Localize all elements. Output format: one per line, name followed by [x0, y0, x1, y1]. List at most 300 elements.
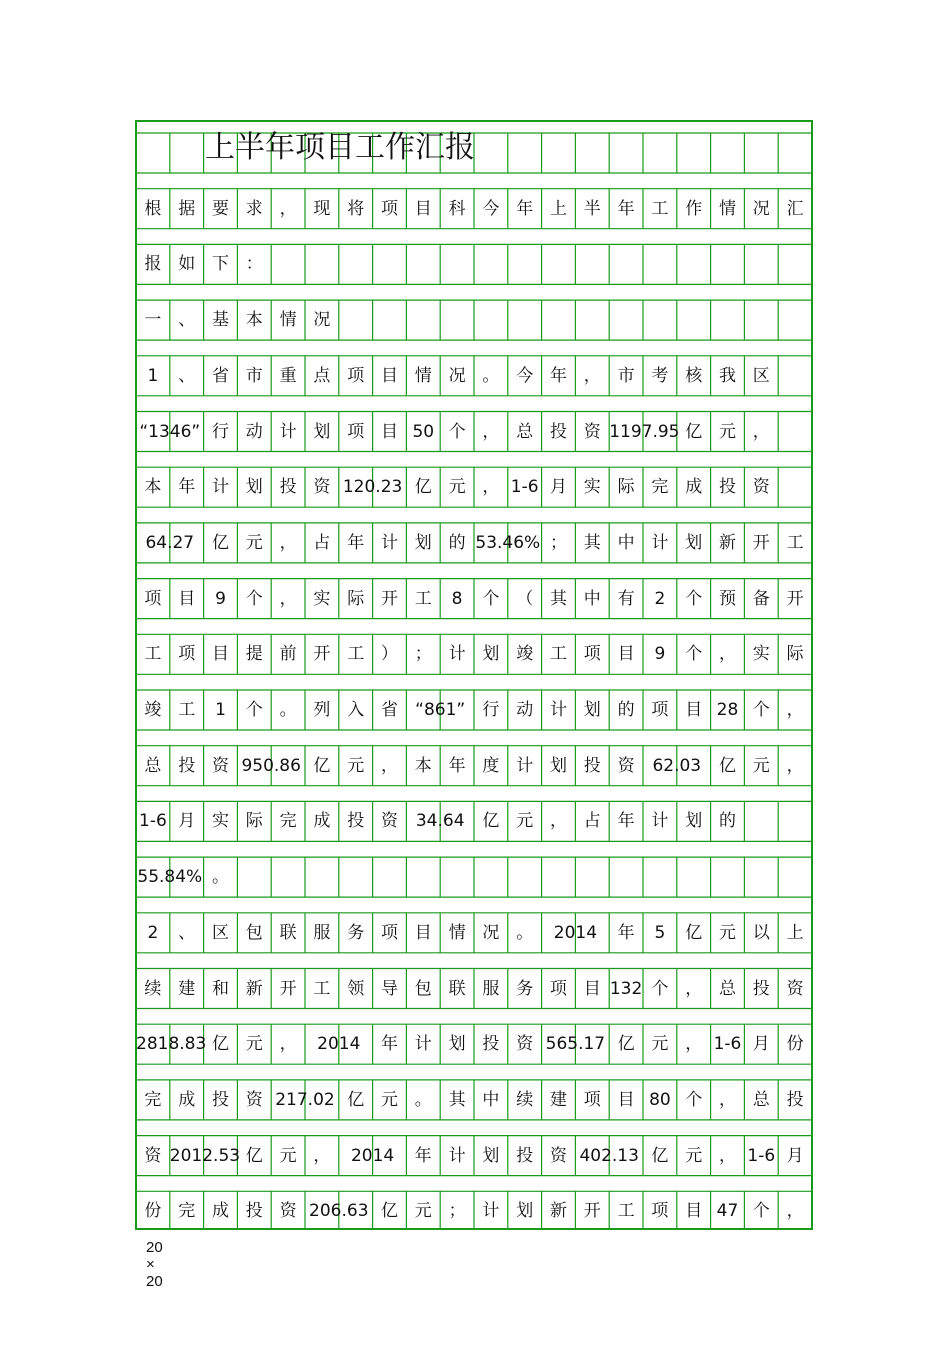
grid-character: ， [482, 477, 500, 498]
grid-character: 目 [414, 198, 432, 219]
grid-character: ） [380, 644, 398, 665]
page-title: 上半年项目工作汇报 [205, 130, 475, 165]
grid-character: ， [279, 588, 297, 609]
grid-character: 目 [211, 644, 229, 665]
grid-character: 工 [786, 532, 804, 553]
grid-character: ， [482, 421, 500, 442]
numeric-run: 1-6 [713, 1034, 742, 1055]
grid-character: 动 [245, 421, 263, 442]
grid-character: 元 [718, 922, 736, 943]
grid-character: 月 [549, 477, 567, 498]
grid-character: 服 [482, 978, 500, 999]
grid-character: 际 [347, 588, 365, 609]
grid-character: 个 [482, 588, 500, 609]
grid-character: 元 [279, 1145, 297, 1166]
grid-character: 计 [279, 421, 297, 442]
grid-character: 区 [211, 922, 229, 943]
numeric-run: 34.64 [415, 811, 465, 832]
grid-character: 其 [549, 588, 567, 609]
grid-character: 8 [451, 588, 463, 609]
grid-character: 目 [380, 365, 398, 386]
grid-character: 份 [786, 1034, 804, 1055]
grid-character: 年 [617, 922, 635, 943]
grid-character: 实 [211, 811, 229, 832]
numeric-run: 1-6 [139, 811, 167, 832]
grid-character: 开 [380, 588, 398, 609]
grid-character: 完 [144, 1089, 162, 1110]
grid-character: 成 [685, 477, 703, 498]
grid-character: 投 [482, 1034, 500, 1055]
grid-character: 导 [380, 978, 398, 999]
numeric-run: “1346” [139, 421, 201, 442]
numeric-run: 55.84% [137, 867, 203, 888]
grid-character: 实 [313, 588, 331, 609]
grid-character: 计 [448, 644, 466, 665]
grid-character: 开 [752, 532, 770, 553]
grid-character: 成 [178, 1089, 196, 1110]
grid-character: 考 [651, 365, 669, 386]
grid-character: 上 [549, 198, 567, 219]
grid-character: 新 [718, 532, 736, 553]
grid-character: 实 [752, 644, 770, 665]
grid-character: ； [549, 532, 567, 553]
grid-character: ； [448, 1201, 466, 1222]
grid-character: 新 [549, 1201, 567, 1222]
grid-character: 际 [245, 811, 263, 832]
grid-character: 项 [178, 644, 196, 665]
grid-character: 亿 [651, 1145, 669, 1166]
grid-character: 元 [685, 1145, 703, 1166]
grid-character: 项 [549, 978, 567, 999]
grid-character: 个 [651, 978, 669, 999]
grid-character: 亿 [347, 1089, 365, 1110]
grid-character: 个 [245, 588, 263, 609]
grid-character: 目 [685, 700, 703, 720]
grid-character: 实 [583, 477, 601, 498]
grid-character: 基 [211, 310, 229, 331]
grid-character: 完 [178, 1201, 196, 1222]
grid-character: 工 [651, 198, 669, 219]
grid-character: 将 [347, 198, 365, 219]
grid-character: 开 [786, 588, 804, 609]
grid-character: 成 [211, 1201, 229, 1222]
grid-character: 亿 [482, 811, 500, 832]
grid-character: ， [380, 755, 398, 776]
grid-character: 新 [245, 978, 263, 999]
grid-character: 项 [583, 1089, 601, 1110]
grid-character: 个 [245, 700, 263, 720]
grid-character: 计 [380, 532, 398, 553]
grid-character: 划 [685, 811, 703, 832]
grid-character: 市 [245, 365, 263, 386]
grid-character: 的 [617, 700, 635, 720]
grid-character: ， [313, 1145, 331, 1166]
grid-character: 资 [516, 1034, 534, 1055]
grid-character: 年 [178, 477, 196, 498]
grid-character: 亿 [313, 755, 331, 776]
grid-character: 元 [380, 1089, 398, 1110]
grid-character: 列 [313, 700, 331, 720]
grid-character: 开 [583, 1201, 601, 1222]
grid-character: 亿 [414, 477, 432, 498]
grid-character: 有 [617, 588, 635, 609]
grid-character: 完 [651, 477, 669, 498]
grid-character: 月 [786, 1145, 804, 1166]
grid-character: 如 [178, 254, 196, 275]
grid-character: 务 [516, 978, 534, 999]
grid-character: 上 [786, 922, 804, 943]
grid-character: 联 [448, 978, 466, 999]
grid-character: 投 [786, 1089, 804, 1110]
grid-character: 动 [516, 700, 534, 720]
grid-size-label: 20 × 20 [146, 1239, 163, 1290]
numeric-run: 50 [412, 421, 435, 442]
grid-character: 本 [245, 310, 263, 331]
grid-character: ， [718, 1089, 736, 1110]
grid-character: 资 [617, 755, 635, 776]
grid-character: 划 [516, 1201, 534, 1222]
numeric-run: 132 [609, 978, 643, 999]
grid-character: 计 [211, 477, 229, 498]
grid-character: 投 [347, 811, 365, 832]
grid-character: 亿 [685, 421, 703, 442]
grid-character: 领 [347, 978, 365, 999]
grid-character: 度 [482, 755, 500, 776]
grid-character: ， [279, 198, 297, 219]
grid-character: 投 [752, 978, 770, 999]
grid-character: 开 [279, 978, 297, 999]
grid-character: 年 [414, 1145, 432, 1166]
grid-character: ， [786, 755, 804, 776]
grid-character: 项 [144, 588, 162, 609]
grid-character: 项 [651, 700, 669, 720]
grid-character: 作 [685, 198, 703, 219]
grid-character: 资 [583, 421, 601, 442]
grid-character: 目 [617, 1089, 635, 1110]
numeric-run: 206.63 [309, 1201, 369, 1222]
grid-character: 目 [617, 644, 635, 665]
grid-character: 工 [549, 644, 567, 665]
grid-character: 亿 [211, 1034, 229, 1055]
grid-character: 份 [144, 1201, 162, 1222]
grid-character: 今 [482, 198, 500, 219]
numeric-run: 2014 [350, 1145, 395, 1166]
grid-character: 点 [313, 365, 331, 386]
grid-character: 预 [718, 588, 736, 609]
grid-character: 划 [313, 421, 331, 442]
grid-character: 下 [211, 254, 229, 275]
grid-character: 工 [617, 1201, 635, 1222]
grid-character: 投 [178, 755, 196, 776]
grid-character: 年 [516, 198, 534, 219]
numeric-run: 1-6 [747, 1145, 776, 1166]
numeric-run: 950.86 [241, 755, 301, 776]
grid-character: 年 [380, 1034, 398, 1055]
grid-character: 服 [313, 922, 331, 943]
grid-character: 月 [752, 1034, 770, 1055]
grid-character: 情 [718, 198, 736, 219]
grid-character: ， [718, 644, 736, 665]
numeric-run: 2014 [317, 1034, 361, 1055]
grid-character: 资 [380, 811, 398, 832]
grid-character: 联 [279, 922, 297, 943]
numeric-run: 2818.83 [136, 1034, 207, 1055]
grid-character: 成 [313, 811, 331, 832]
grid-character: 5 [654, 922, 666, 943]
grid-character: 重 [279, 365, 297, 386]
grid-character: 个 [752, 700, 770, 720]
grid-character: ， [718, 1145, 736, 1166]
grid-character: 前 [279, 644, 297, 665]
numeric-run: 1197.95 [609, 421, 680, 442]
grid-character: 。 [279, 700, 297, 720]
grid-character: 入 [347, 700, 365, 720]
grid-character: 以 [752, 922, 770, 943]
grid-character: 现 [313, 198, 331, 219]
grid-character: 包 [414, 978, 432, 999]
grid-character: 个 [685, 644, 703, 665]
grid-character: 、 [178, 365, 196, 386]
grid-character: 亿 [617, 1034, 635, 1055]
grid-character: 投 [279, 477, 297, 498]
grid-character: ， [685, 1034, 703, 1055]
grid-character: 划 [448, 1034, 466, 1055]
numeric-run: 402.13 [579, 1145, 639, 1166]
grid-character: 划 [583, 700, 601, 720]
grid-character: 的 [718, 811, 736, 832]
grid-character: 资 [313, 477, 331, 498]
grid-character: 1 [215, 700, 226, 720]
grid-character: 工 [144, 644, 162, 665]
numeric-run: “861” [415, 700, 466, 720]
grid-character: 的 [448, 532, 466, 553]
grid-character: 年 [617, 198, 635, 219]
grid-character: 项 [380, 198, 398, 219]
grid-character: ， [752, 421, 770, 442]
grid-character: 项 [380, 922, 398, 943]
grid-character: 9 [215, 588, 226, 609]
grid-character: 投 [583, 755, 601, 776]
grid-character: 月 [178, 811, 196, 832]
grid-character: 目 [685, 1201, 703, 1222]
grid-character: 资 [786, 978, 804, 999]
grid-character: 投 [245, 1201, 263, 1222]
grid-character: 竣 [516, 644, 534, 665]
grid-character: 年 [617, 811, 635, 832]
grid-character: 元 [516, 811, 534, 832]
grid-character: 工 [414, 588, 432, 609]
grid-character: 。 [516, 922, 534, 943]
grid-character: 项 [651, 1201, 669, 1222]
grid-character: 续 [516, 1089, 534, 1110]
grid-character: 个 [752, 1201, 770, 1222]
grid-character: 据 [178, 198, 196, 219]
grid-character: 划 [549, 755, 567, 776]
grid-character: 今 [516, 365, 534, 386]
grid-character: 况 [448, 365, 466, 386]
grid-character: 备 [752, 588, 770, 609]
grid-character: 汇 [786, 198, 804, 219]
grid-character: 半 [583, 198, 601, 219]
grid-character: 28 [716, 700, 739, 720]
grid-character: （ [516, 588, 534, 609]
grid-character: 、 [178, 310, 196, 331]
grid-character: 元 [347, 755, 365, 776]
numeric-run: 64.27 [145, 532, 195, 553]
grid-character: 际 [786, 644, 804, 665]
grid-character: 要 [211, 198, 229, 219]
grid-character: 目 [380, 421, 398, 442]
grid-character: 亿 [380, 1201, 398, 1222]
grid-character: 元 [245, 1034, 263, 1055]
grid-character: 资 [144, 1145, 162, 1166]
grid-character: 和 [211, 978, 229, 999]
grid-character: 其 [583, 532, 601, 553]
grid-character: 市 [617, 365, 635, 386]
grid-character: 况 [482, 922, 500, 943]
grid-character: 情 [414, 365, 432, 386]
grid-character: 科 [448, 198, 466, 219]
grid-character: 竣 [144, 700, 162, 720]
grid-character: 划 [245, 477, 263, 498]
grid-character: 情 [279, 310, 297, 331]
grid-character: 划 [482, 644, 500, 665]
grid-character: ： [245, 254, 263, 275]
numeric-run: 565.17 [545, 1034, 606, 1055]
grid-character: 计 [448, 1145, 466, 1166]
grid-character: 提 [245, 644, 263, 665]
grid-character: 包 [245, 922, 263, 943]
grid-character: 投 [211, 1089, 229, 1110]
grid-character: 元 [718, 421, 736, 442]
grid-character: 本 [144, 477, 162, 498]
grid-character: 目 [414, 922, 432, 943]
grid-character: 亿 [211, 532, 229, 553]
grid-character: 省 [380, 700, 398, 720]
grid-character: 本 [414, 755, 432, 776]
grid-character: 计 [651, 532, 669, 553]
grid-character: 划 [482, 1145, 500, 1166]
grid-character: 况 [313, 310, 331, 331]
grid-character: 个 [685, 1089, 703, 1110]
grid-character: 元 [448, 477, 466, 498]
grid-character: 一 [144, 310, 162, 331]
grid-character: ， [549, 811, 567, 832]
grid-character: 计 [516, 755, 534, 776]
grid-character: 中 [617, 532, 635, 553]
grid-character: 划 [685, 532, 703, 553]
grid-character: 行 [482, 700, 500, 720]
grid-character: 总 [516, 421, 534, 442]
grid-character: 。 [414, 1089, 432, 1110]
grid-character: 元 [752, 755, 770, 776]
grid-character: 2 [147, 922, 159, 943]
grid-character: 计 [482, 1201, 500, 1222]
grid-character: 1 [147, 365, 159, 386]
grid-character: 年 [347, 532, 365, 553]
grid-character: 亿 [245, 1145, 263, 1166]
grid-character: 、 [178, 922, 196, 943]
grid-character: ， [786, 1201, 804, 1222]
grid-character: 总 [144, 755, 162, 776]
grid-character: 占 [583, 811, 601, 832]
grid-character: 元 [245, 532, 263, 553]
grid-character: 年 [549, 365, 567, 386]
grid-character: 中 [482, 1089, 500, 1110]
grid-character: 资 [549, 1145, 567, 1166]
grid-character: 完 [279, 811, 297, 832]
grid-character: 我 [718, 365, 736, 386]
grid-character: 报 [144, 254, 162, 275]
grid-character: 目 [583, 978, 601, 999]
grid-character: 工 [178, 700, 196, 720]
grid-character: 元 [414, 1201, 432, 1222]
grid-character: 开 [313, 644, 331, 665]
grid-character: 工 [313, 978, 331, 999]
grid-character: 计 [651, 811, 669, 832]
grid-character: 求 [245, 198, 263, 219]
grid-character: 建 [178, 978, 196, 999]
grid-character: 况 [752, 198, 770, 219]
grid-character: 投 [718, 477, 736, 498]
grid-character: 占 [313, 532, 331, 553]
numeric-run: 62.03 [652, 755, 702, 776]
grid-character: 项 [347, 421, 365, 442]
grid-character: 项 [347, 365, 365, 386]
grid-character: 目 [178, 588, 196, 609]
grid-character: 行 [211, 421, 229, 442]
grid-character: 总 [752, 1089, 770, 1110]
numeric-run: 217.02 [275, 1089, 335, 1110]
grid-character: 省 [211, 365, 229, 386]
numeric-run: 2014 [553, 922, 598, 943]
numeric-run: 53.46% [475, 532, 541, 553]
grid-character: ， [583, 365, 601, 386]
grid-character: 根 [144, 198, 162, 219]
grid-character: 资 [752, 477, 770, 498]
numeric-run: 120.23 [342, 477, 403, 498]
grid-character: 续 [144, 978, 162, 999]
grid-character: 其 [448, 1089, 466, 1110]
grid-character: 资 [211, 755, 229, 776]
grid-character: 项 [583, 644, 601, 665]
numeric-run: 2012.53 [169, 1145, 241, 1166]
grid-character: 区 [752, 365, 770, 386]
grid-character: 投 [549, 421, 567, 442]
grid-character: ， [685, 978, 703, 999]
grid-character: 计 [549, 700, 567, 720]
grid-character: 情 [448, 922, 466, 943]
grid-character: 。 [482, 365, 500, 386]
grid-character: ， [786, 700, 804, 720]
grid-character: ； [414, 644, 432, 665]
grid-character: 。 [211, 867, 229, 888]
grid-character: 80 [649, 1089, 671, 1110]
grid-character: 核 [685, 365, 703, 386]
grid-character: 际 [617, 477, 635, 498]
grid-character: 计 [414, 1034, 432, 1055]
grid-character: 个 [685, 588, 703, 609]
numeric-run: 1-6 [510, 477, 539, 498]
grid-character: 资 [279, 1201, 297, 1222]
grid-character: 工 [347, 644, 365, 665]
grid-character: 投 [516, 1145, 534, 1166]
grid-character: 划 [414, 532, 432, 553]
grid-character: 47 [716, 1201, 739, 1222]
grid-character: 元 [651, 1034, 669, 1055]
grid-character: 年 [448, 755, 466, 776]
grid-character: ， [279, 1034, 297, 1055]
